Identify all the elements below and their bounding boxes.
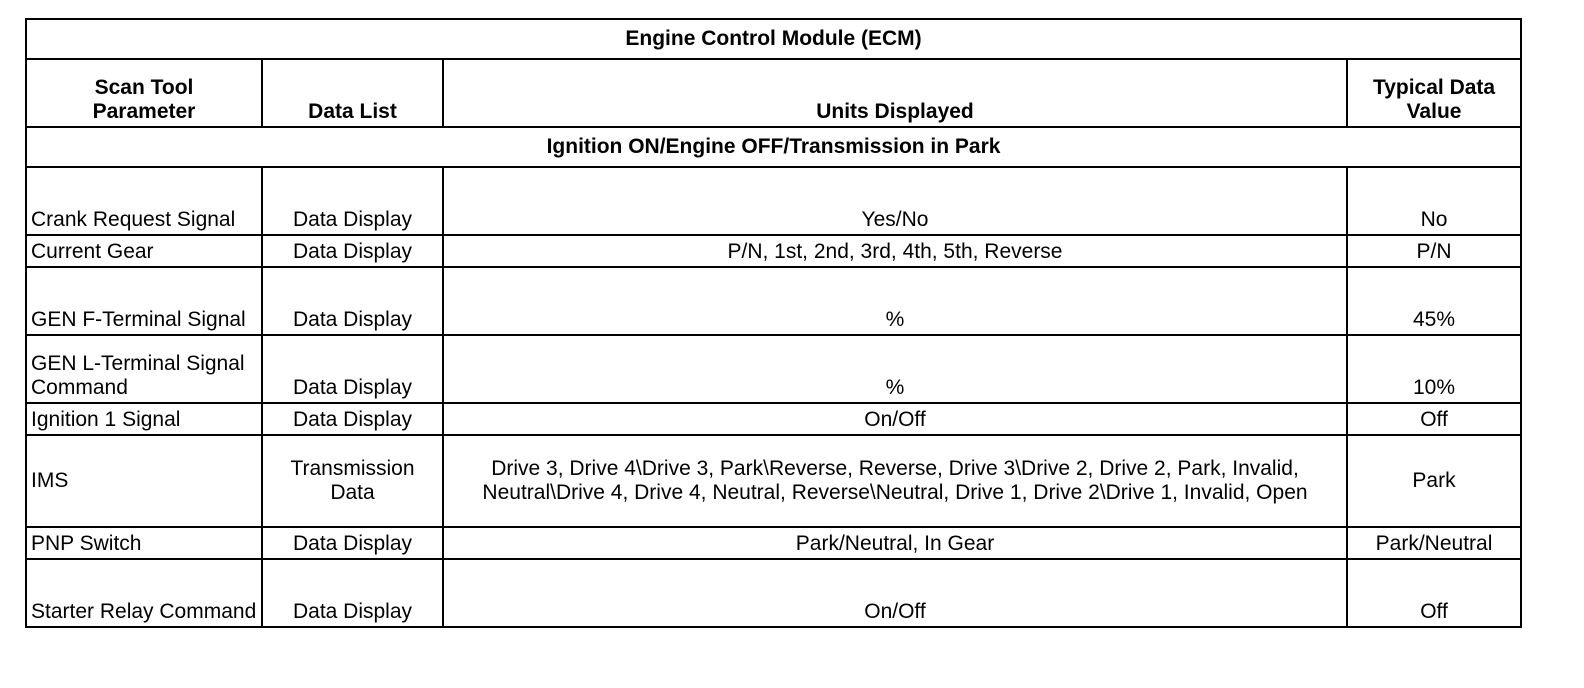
table-row bbox=[26, 335, 1521, 403]
data-list-cell: Data Display bbox=[262, 335, 443, 403]
units-cell: On/Off bbox=[443, 559, 1347, 627]
table-row bbox=[26, 527, 1521, 559]
data-list-cell: Data Display bbox=[262, 167, 443, 235]
data-list-cell: Data Display bbox=[262, 527, 443, 559]
header-typical-line1: Typical Data bbox=[1372, 76, 1496, 99]
data-list-cell: Data Display bbox=[262, 559, 443, 627]
param-cell: Current Gear bbox=[26, 235, 262, 267]
param-cell: Crank Request Signal bbox=[26, 167, 262, 235]
typical-value-cell: No bbox=[1347, 167, 1521, 235]
units-cell: P/N, 1st, 2nd, 3rd, 4th, 5th, Reverse bbox=[443, 235, 1347, 267]
table-row bbox=[26, 435, 1521, 527]
units-cell: % bbox=[443, 335, 1347, 403]
data-list-cell: Transmission Data bbox=[262, 435, 443, 527]
param-cell: Starter Relay Command bbox=[26, 559, 262, 627]
table-row bbox=[26, 267, 1521, 335]
header-scan-tool-parameter bbox=[26, 59, 262, 127]
header-param-line1: Scan Tool bbox=[94, 76, 194, 99]
table-row bbox=[26, 167, 1521, 235]
typical-value-cell: Park bbox=[1347, 435, 1521, 527]
header-typical-line2: Value bbox=[1406, 100, 1462, 123]
header-units-displayed: Units Displayed bbox=[443, 59, 1347, 127]
column-header-row bbox=[26, 59, 1521, 127]
section-row bbox=[26, 127, 1521, 167]
param-cell: PNP Switch bbox=[26, 527, 262, 559]
param-cell: GEN L-Terminal Signal Command bbox=[26, 335, 262, 403]
data-list-cell: Data Display bbox=[262, 403, 443, 435]
typical-value-cell: 45% bbox=[1347, 267, 1521, 335]
units-cell: Yes/No bbox=[443, 167, 1347, 235]
table-row bbox=[26, 559, 1521, 627]
table-row bbox=[26, 235, 1521, 267]
param-cell: Ignition 1 Signal bbox=[26, 403, 262, 435]
units-cell: On/Off bbox=[443, 403, 1347, 435]
typical-value-cell: Off bbox=[1347, 559, 1521, 627]
header-param-line2: Parameter bbox=[92, 100, 196, 123]
param-cell: IMS bbox=[26, 435, 262, 527]
typical-value-cell: Off bbox=[1347, 403, 1521, 435]
units-cell: Drive 3, Drive 4\Drive 3, Park\Reverse, Reverse, Drive 3\Drive 2, Drive 2, Park, Invalid, Neutral\Drive 4, Drive 4, Neutral, Reverse\Neutral, Drive 1, Drive 2\Drive 1, Invalid, Open bbox=[443, 435, 1347, 527]
param-cell: GEN F-Terminal Signal bbox=[26, 267, 262, 335]
data-list-cell: Data Display bbox=[262, 267, 443, 335]
header-typical-data-value bbox=[1347, 59, 1521, 127]
typical-value-cell: 10% bbox=[1347, 335, 1521, 403]
table-title-row bbox=[26, 19, 1521, 59]
units-cell: % bbox=[443, 267, 1347, 335]
typical-value-cell: Park/Neutral bbox=[1347, 527, 1521, 559]
units-cell: Park/Neutral, In Gear bbox=[443, 527, 1347, 559]
typical-value-cell: P/N bbox=[1347, 235, 1521, 267]
table-title: Engine Control Module (ECM) bbox=[26, 19, 1521, 59]
data-list-cell: Data Display bbox=[262, 235, 443, 267]
header-data-list: Data List bbox=[262, 59, 443, 127]
table-row bbox=[26, 403, 1521, 435]
ecm-parameter-table bbox=[25, 18, 1522, 628]
section-heading: Ignition ON/Engine OFF/Transmission in Park bbox=[26, 127, 1521, 167]
